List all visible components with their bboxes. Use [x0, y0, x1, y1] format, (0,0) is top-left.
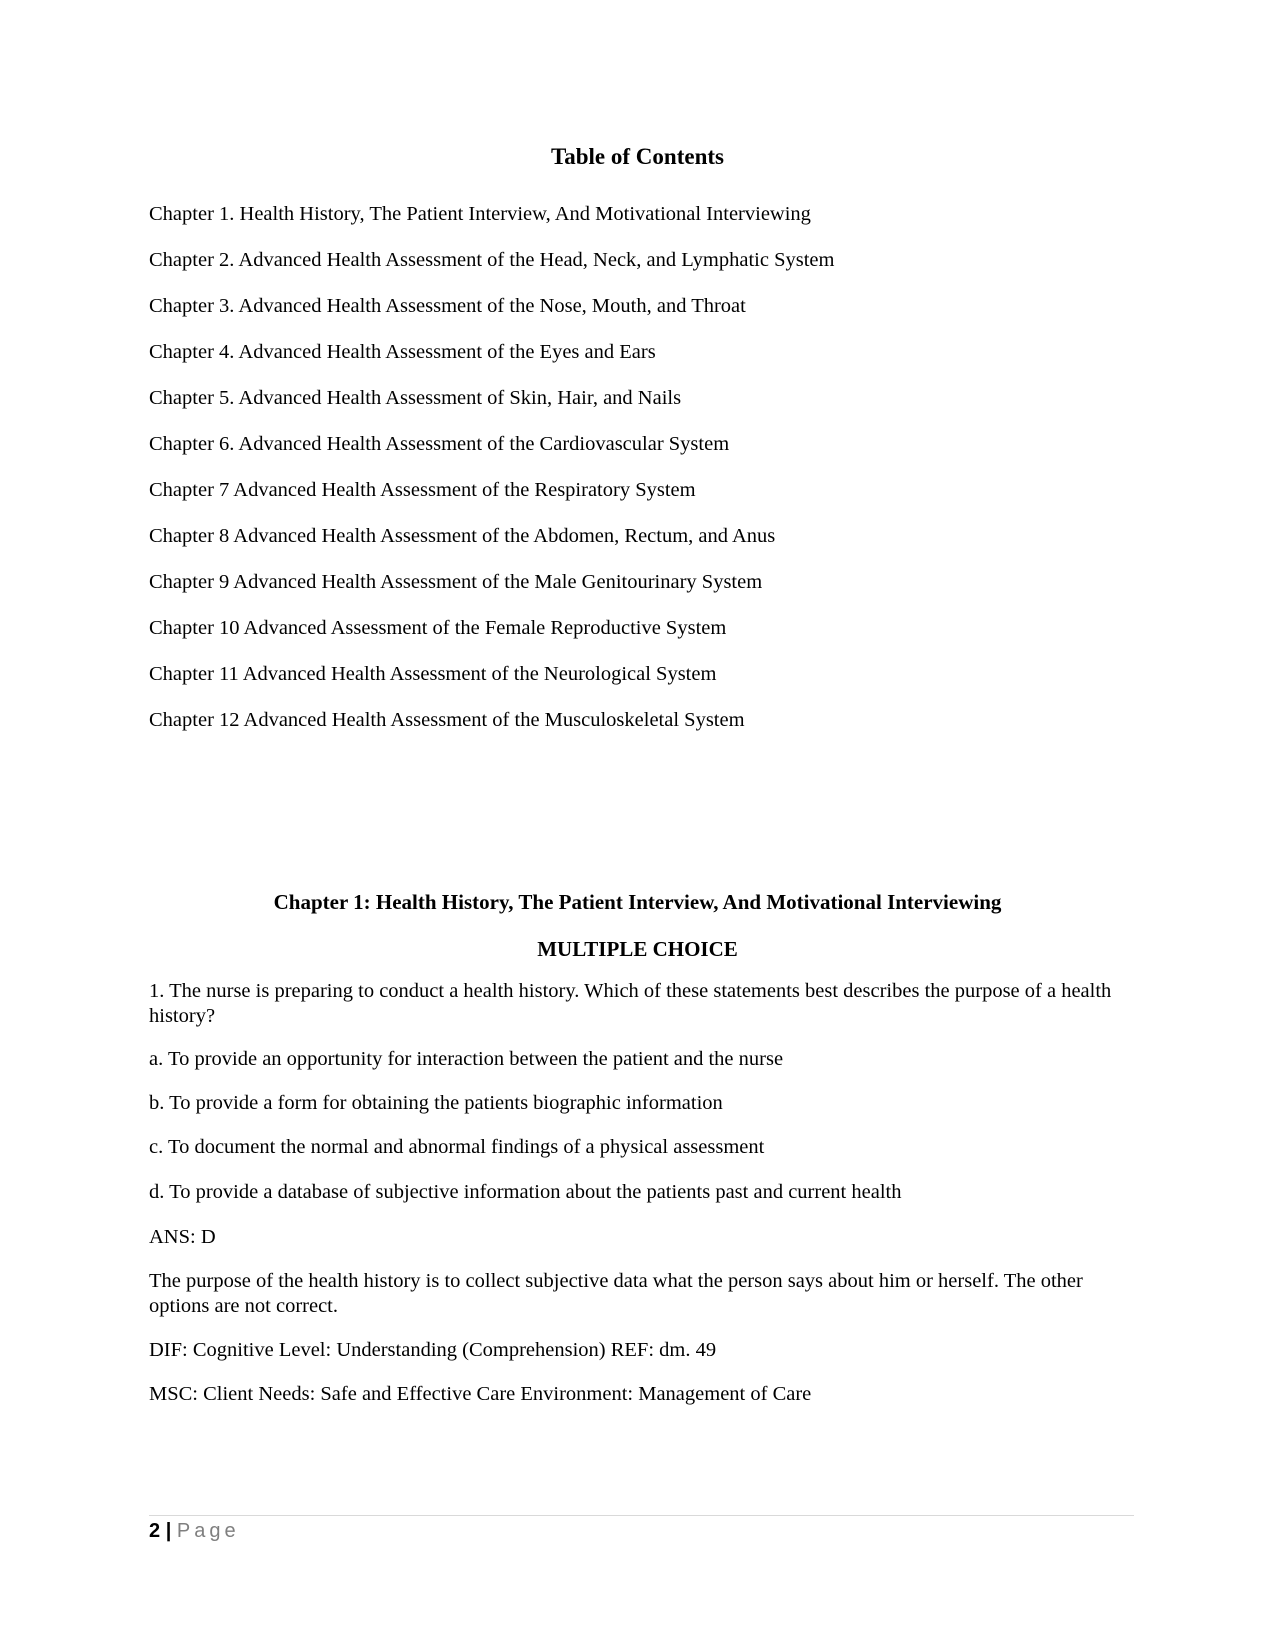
chapter-heading: Chapter 1: Health History, The Patient Interview, And Motivational Interviewing — [273, 890, 1002, 914]
msc-text: MSC: Client Needs: Safe and Effective Care Environment: Management of Care — [149, 1383, 812, 1405]
toc-item-chapter-8: Chapter 8 Advanced Health Assessment of the Abdomen, Rectum, and Anus — [149, 525, 776, 547]
toc-item-chapter-2: Chapter 2. Advanced Health Assessment of the Head, Neck, and Lymphatic System — [149, 249, 835, 271]
toc-item-chapter-5: Chapter 5. Advanced Health Assessment of Skin, Hair, and Nails — [149, 387, 682, 409]
option-d: d. To provide a database of subjective information about the patients past and current health — [149, 1181, 902, 1203]
toc-item-chapter-12: Chapter 12 Advanced Health Assessment of the Musculoskeletal System — [149, 709, 745, 731]
option-c: c. To document the normal and abnormal findings of a physical assessment — [149, 1136, 765, 1158]
section-heading: MULTIPLE CHOICE — [537, 937, 738, 961]
toc-item-chapter-11: Chapter 11 Advanced Health Assessment of the Neurological System — [149, 663, 717, 685]
answer-text: ANS: D — [149, 1226, 216, 1248]
toc-title: Table of Contents — [551, 144, 724, 169]
footer-divider — [149, 1515, 1134, 1516]
toc-item-chapter-9: Chapter 9 Advanced Health Assessment of the Male Genitourinary System — [149, 571, 763, 593]
toc-item-chapter-1: Chapter 1. Health History, The Patient Interview, And Motivational Interviewing — [149, 203, 811, 225]
toc-item-chapter-4: Chapter 4. Advanced Health Assessment of the Eyes and Ears — [149, 341, 656, 363]
page-label: Page — [176, 1520, 240, 1542]
difficulty-text: DIF: Cognitive Level: Understanding (Comprehension) REF: dm. 49 — [149, 1339, 717, 1361]
toc-item-chapter-6: Chapter 6. Advanced Health Assessment of the Cardiovascular System — [149, 433, 730, 455]
toc-item-chapter-3: Chapter 3. Advanced Health Assessment of the Nose, Mouth, and Throat — [149, 295, 746, 317]
option-a: a. To provide an opportunity for interaction between the patient and the nurse — [149, 1048, 784, 1070]
toc-list — [149, 202, 1149, 754]
page-number: 2 — [149, 1520, 161, 1542]
page-separator: | — [165, 1520, 172, 1542]
question-text: 1. The nurse is preparing to conduct a health history. Which of these statements best describes the purpose of a health history? — [149, 980, 1112, 1027]
rationale-text: The purpose of the health history is to collect subjective data what the person says about him or herself. The other options are not correct. — [149, 1270, 1083, 1317]
toc-item-chapter-10: Chapter 10 Advanced Assessment of the Female Reproductive System — [149, 617, 727, 639]
page-footer — [149, 1518, 240, 1544]
option-b: b. To provide a form for obtaining the patients biographic information — [149, 1092, 723, 1114]
toc-item-chapter-7: Chapter 7 Advanced Health Assessment of the Respiratory System — [149, 479, 696, 501]
